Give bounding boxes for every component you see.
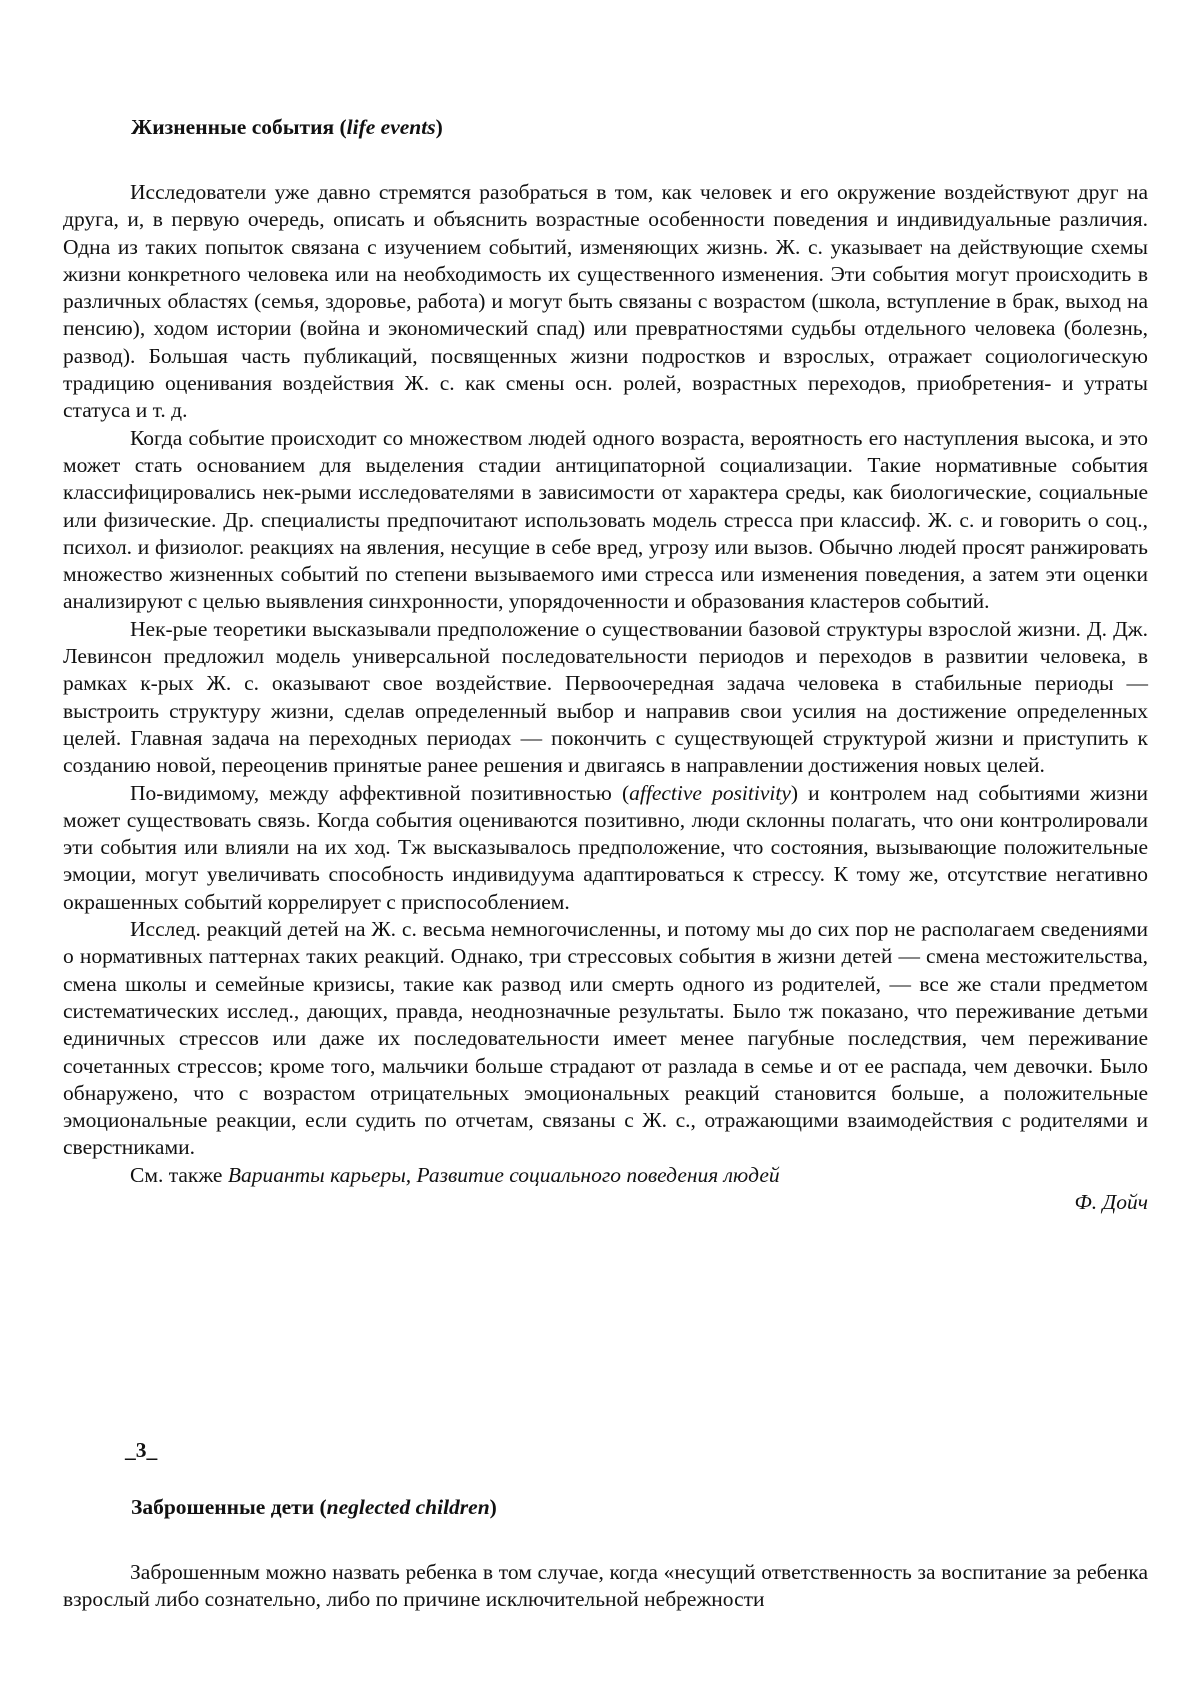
paragraph-3: Нек-рые теоретики высказывали предположение о существовании базовой структуры взрослой жизни. Д. Дж. Левинсон предложил модель универсальной последовательности периодов и переходов в развитии человека, в рамках к-рых Ж. с. оказывают свое воздействие. Первоочередная задача человека в стабильные периоды — выстроить структуру жизни, сделав определенный выбор и направив свои усилия на достижение определенных целей. Главная задача на переходных периодах — покончить с существующей структурой жизни и приступить к созданию новой, переоценив принятые ранее решения и двигаясь в направлении достижения новых целей. — [63, 616, 1148, 778]
author-signature: Ф. Дойч — [1074, 1189, 1148, 1214]
paragraph-1: Исследователи уже давно стремятся разобраться в том, как человек и его окружение воздействуют друг на друга, и, в первую очередь, описать и объяснить возрастные особенности поведения и индивидуальные различия. Одна из таких попыток связана с изучением событий, изменяющих жизнь. Ж. с. указывает на действующие схемы жизни конкретного человека или на необходимость их существенного изменения. Эти события могут происходить в различных областях (семья, здоровье, работа) и могут быть связаны с возрастом (школа, вступление в брак, выход на пенсию), ходом истории (война и экономический спад) или превратностями судьбы отдельного человека (болезнь, развод). Большая часть публикаций, посвященных жизни подростков и взрослых, отражает социологическую традицию оценивания воздействия Ж. с. как смены осн. ролей, возрастных переходов, приобретения- и утраты статуса и т. д. — [63, 180, 1148, 423]
section-title-english: life events — [346, 115, 436, 139]
paragraph-2: Когда событие происходит со множеством людей одного возраста, вероятность его наступления высока, и это может стать основанием для выделения стадии антиципаторной социализации. Такие нормативные события классифицировались нек-рыми исследователями в зависимости от характера среды, как биологические, социальные или физические. Др. специалисты предпочитают использовать модель стресса при классиф. Ж. с. и говорить о соц., психол. и физиолог. реакциях на явления, несущие в себе вред, угрозу или вызов. Обычно людей просят ранжировать множество жизненных событий по степени вызываемого ими стресса или изменения поведения, а затем эти оценки анализируют с целью выявления синхронности, упорядоченности и образования кластеров событий. — [63, 425, 1148, 614]
paragraph-1-neglected: Заброшенным можно назвать ребенка в том случае, когда «несущий ответственность за воспитание за ребенка взрослый либо сознательно, либо по причине исключительной небрежности — [63, 1560, 1148, 1612]
see-also-links: Варианты карьеры, Развитие социального поведения людей — [227, 1162, 780, 1187]
paragraph-4: По-видимому, между аффективной позитивностью (affective positivity) и контролем над событиями жизни может существовать связь. Когда события оцениваются позитивно, люди склонны полагать, что они контролировали эти события или влияли на их ход. Тж высказывалось предположение, что состояния, вызывающие положительные эмоции, могут увеличивать способность индивидуума адаптироваться к стрессу. К тому же, отсутствие негативно окрашенных событий коррелирует с приспособлением. — [63, 780, 1148, 914]
section-body-neglected-children — [63, 1559, 1148, 1614]
section-title-neglected-children: Заброшенные дети (neglected children) — [131, 1495, 497, 1519]
term-english: affective positivity — [629, 780, 791, 805]
section-body-life-events — [63, 179, 1148, 1216]
section-title-english-2: neglected children — [326, 1495, 490, 1519]
see-also: См. также Варианты карьеры, Развитие социального поведения людей — [130, 1162, 780, 1187]
page-number: _3_ — [125, 1438, 158, 1462]
section-title-life-events: Жизненные события (life events) — [131, 115, 443, 139]
paragraph-5: Исслед. реакций детей на Ж. с. весьма немногочисленны, и потому мы до сих пор не располагаем сведениями о нормативных паттернах таких реакций. Однако, три стрессовых события в жизни детей — смена местожительства, смена школы и семейные кризисы, такие как развод или смерть одного из родителей, — все же стали предметом систематических исслед., дающих, правда, неоднозначные результаты. Было тж показано, что переживание детьми единичных стрессов или даже их последовательности имеет менее пагубные последствия, чем переживание сочетанных стрессов; кроме того, мальчики больше страдают от разлада в семье и от ее распада, чем девочки. Было обнаружено, что с возрастом отрицательных эмоциональных реакций становится больше, а положительные эмоциональные реакции, если судить по отчетам, связаны с Ж. с., отражающими взаимодействия с родителями и сверстниками. — [63, 917, 1148, 1160]
